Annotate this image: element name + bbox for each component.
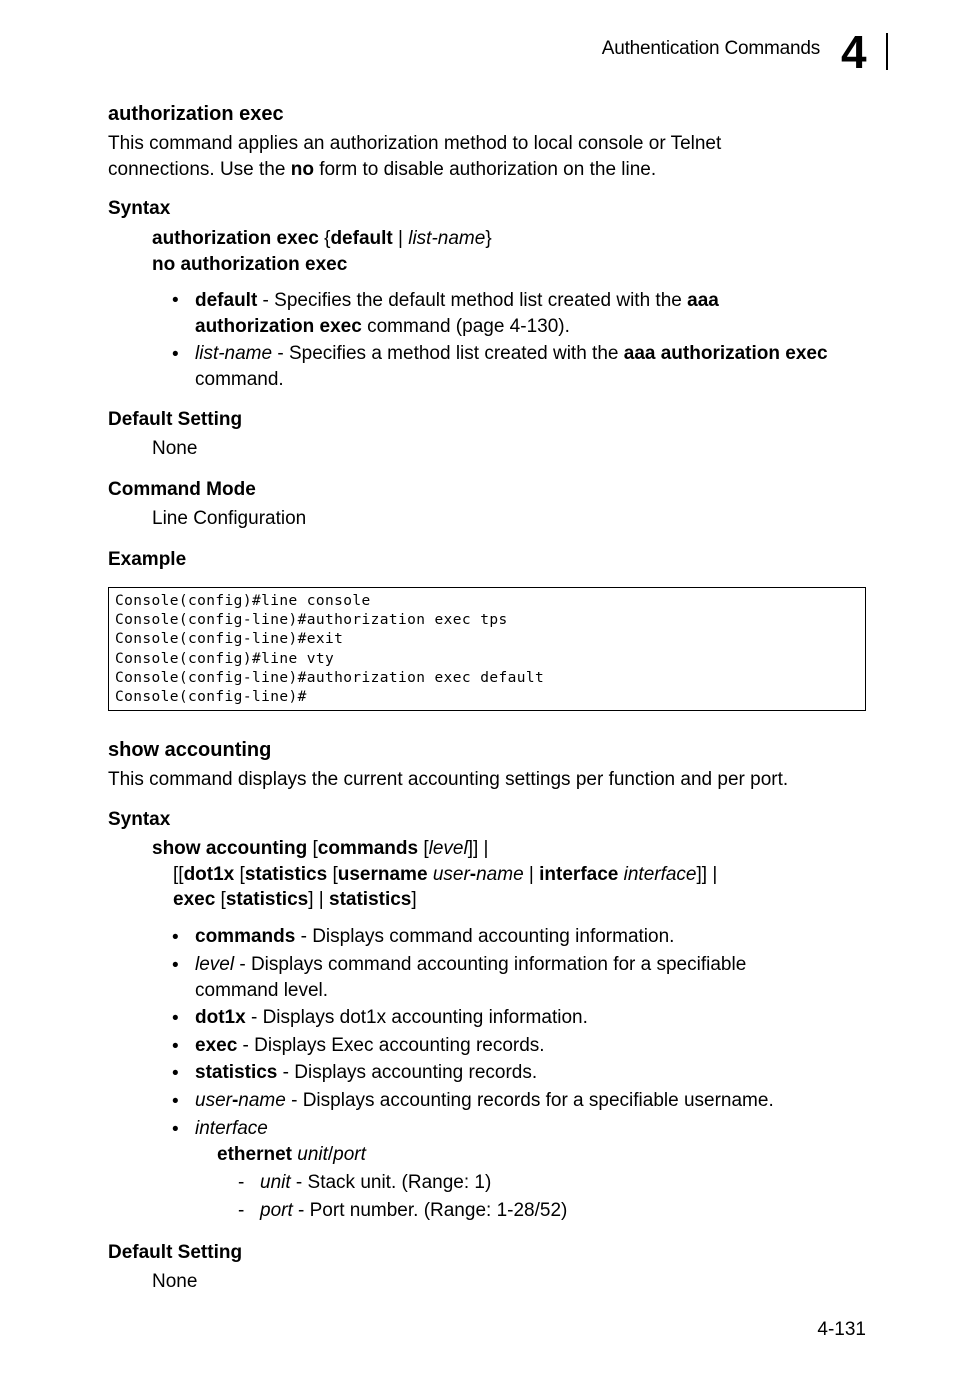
code-line: Console(config-line)#authorization exec default <box>115 670 545 686</box>
description: This command applies an authorization method to local console or Telnet connections. Use the no form to disable authorization on the line. <box>108 133 722 180</box>
list-item: default - Specifies the default method list created with the aaa authorization exec command (page 4-130). <box>195 290 719 337</box>
list-item: exec - Displays Exec accounting records. <box>195 1035 545 1056</box>
default-setting-heading: Default Setting <box>108 1242 243 1263</box>
dash-marker: - <box>238 1172 245 1193</box>
list-item: dot1x - Displays dot1x accounting information. <box>195 1007 588 1028</box>
code-line: Console(config)#line vty <box>115 651 335 667</box>
bullet: • <box>172 1008 179 1029</box>
list-item: commands - Displays command accounting information. <box>195 926 675 947</box>
code-line: Console(config-line)# <box>115 689 307 705</box>
example-heading: Example <box>108 549 187 570</box>
syntax-line: show accounting [commands [level]] | <box>152 838 489 859</box>
list-item: level - Displays command accounting information for a specifiable command level. <box>195 954 747 1001</box>
syntax-heading: Syntax <box>108 809 171 830</box>
sub-list-item: port - Port number. (Range: 1-28/52) <box>260 1200 568 1221</box>
list-item: interface <box>195 1118 268 1139</box>
bullet: • <box>172 1063 179 1084</box>
code-line: Console(config-line)#exit <box>115 631 344 647</box>
dash-marker: - <box>238 1200 245 1221</box>
section-title-show-accounting: show accounting <box>108 739 272 761</box>
default-setting-heading: Default Setting <box>108 409 243 430</box>
chapter-rule <box>886 33 888 70</box>
running-header: Authentication Commands <box>601 38 820 59</box>
syntax-line: no authorization exec <box>152 254 348 275</box>
sub-list-item: unit - Stack unit. (Range: 1) <box>260 1172 492 1193</box>
section-title-authorization-exec: authorization exec <box>108 103 284 125</box>
list-item: list-name - Specifies a method list created with the aaa authorization exec command. <box>195 343 828 390</box>
bullet: • <box>172 927 179 948</box>
bullet: • <box>172 1091 179 1112</box>
syntax-line: authorization exec {default | list-name} <box>152 228 492 249</box>
code-line: Console(config-line)#authorization exec tps <box>115 612 508 628</box>
bullet: • <box>172 1036 179 1057</box>
bullet: • <box>172 344 179 365</box>
bullet: • <box>172 290 179 311</box>
page-number: 4-131 <box>817 1319 866 1340</box>
bullet: • <box>172 1119 179 1140</box>
command-mode-value: Line Configuration <box>152 508 307 529</box>
description: This command displays the current accounting settings per function and per port. <box>108 769 789 790</box>
syntax-heading: Syntax <box>108 198 171 219</box>
default-setting-value: None <box>152 1271 198 1292</box>
interface-ethernet-syntax: ethernet unit/port <box>217 1144 366 1165</box>
bullet: • <box>172 955 179 976</box>
syntax-line: exec [statistics] | statistics] <box>173 889 417 910</box>
command-mode-heading: Command Mode <box>108 479 256 500</box>
syntax-line: [[dot1x [statistics [username user-name | interface interface]] | <box>173 864 718 885</box>
list-item: statistics - Displays accounting records. <box>195 1062 538 1083</box>
list-item: user-name - Displays accounting records for a specifiable username. <box>195 1090 774 1111</box>
default-setting-value: None <box>152 438 198 459</box>
code-line: Console(config)#line console <box>115 593 371 609</box>
chapter-number: 4 <box>841 26 867 78</box>
